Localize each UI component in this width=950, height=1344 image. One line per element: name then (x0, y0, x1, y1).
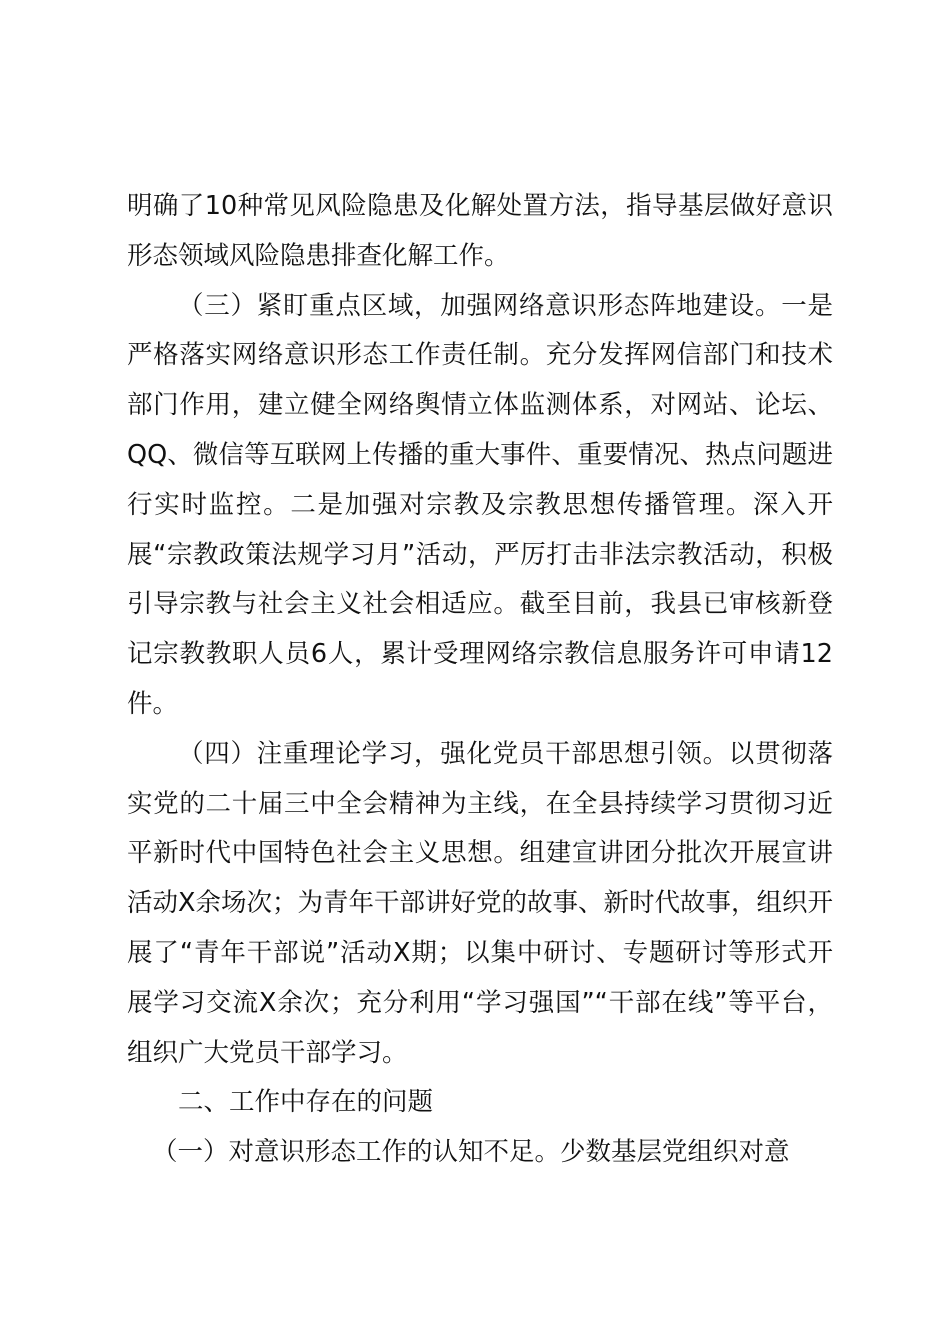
paragraph-problem-1: （一）对意识形态工作的认知不足。少数基层党组织对意 (152, 1137, 790, 1168)
paragraph-section-3: （三）紧盯重点区域，加强网络意识形态阵地建设。一是严格落实网络意识形态工作责任制。充分发挥网信部门和技术部门作用，建立健全网络舆情立体监测体系，对网站、论坛、QQ、微信等互联网上传播的重大事件、重要情况、热点问题进行实时监控。二是加强对宗教及宗教思想传播管理。深入开展“宗教政策法规学习月”活动，严厉打击非法宗教活动，积极引导宗教与社会主义社会相适应。截至目前，我县已审核新登记宗教教职人员6人，累计受理网络宗教信息服务许可申请12件。 (127, 290, 833, 719)
paragraph-continuation: 明确了10种常见风险隐患及化解处置方法，指导基层做好意识形态领域风险隐患排查化解工作。 (127, 191, 833, 271)
document-body (127, 182, 833, 1178)
section-heading-problems: 二、工作中存在的问题 (178, 1087, 434, 1118)
paragraph-section-4: （四）注重理论学习，强化党员干部思想引领。以贯彻落实党的二十届三中全会精神为主线，在全县持续学习贯彻习近平新时代中国特色社会主义思想。组建宣讲团分批次开展宣讲活动X余场次；为青年干部讲好党的故事、新时代故事，组织开展了“青年干部说”活动X期；以集中研讨、专题研讨等形式开展学习交流X余次；充分利用“学习强国”“干部在线”等平台，组织广大党员干部学习。 (127, 738, 833, 1068)
